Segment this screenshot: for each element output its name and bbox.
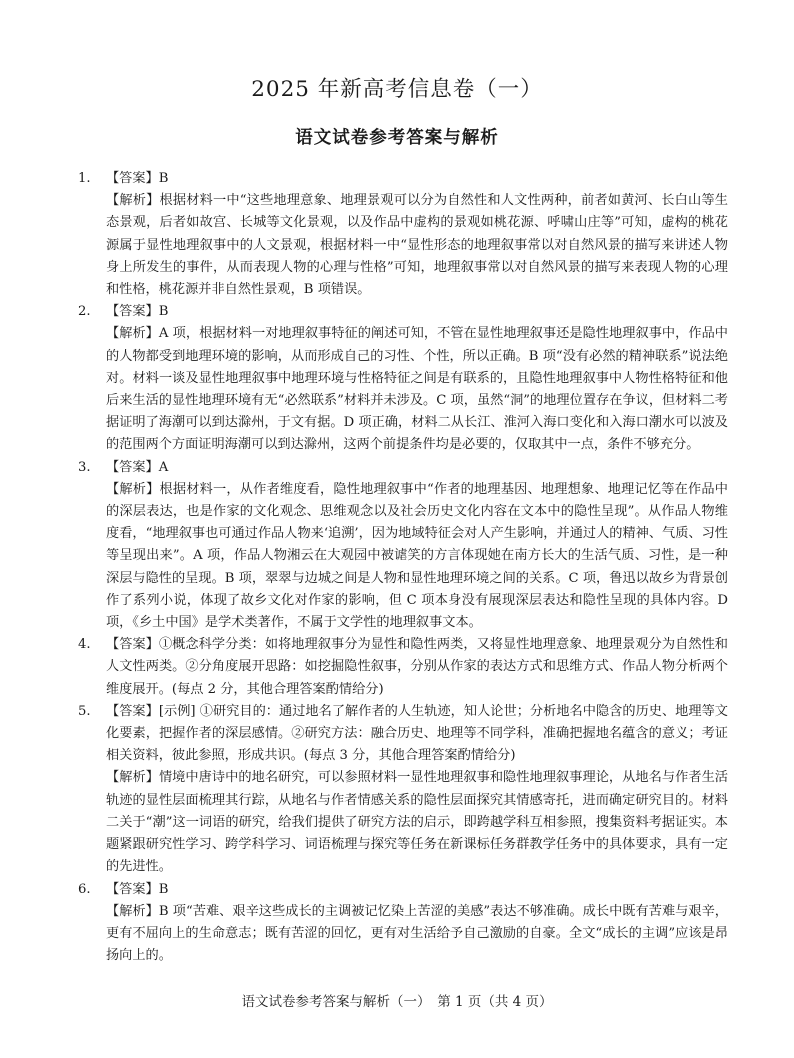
- question-number: 3.: [78, 459, 91, 475]
- question-answer: 【答案】A: [106, 459, 169, 475]
- question-1: [78, 168, 728, 301]
- question-analysis: 【解析】情境中唐诗中的地名研究，可以参照材料一显性地理叙事和隐性地理叙事理论，从地名与作者生活轨迹的显性层面梳理其行踪，从地名与作者情感关系的隐性层面探究其情感寄托，进而确定研究目的。材料二关于“潮”这一词语的研究，给我们提供了研究方法的启示，即跨越学科互相参照，搜集资料考据证实。本题紧跟研究性学习、跨学科学习、词语梳理与探究等任务在新课标任务群教学任务中的具体要求，具有一定的先进性。: [106, 770, 728, 875]
- page-subtitle: 语文试卷参考答案与解析: [295, 128, 499, 148]
- question-number: 4.: [78, 637, 91, 653]
- question-5: [78, 701, 728, 879]
- page-title: 2025 年新高考信息卷（一）: [251, 77, 543, 102]
- question-answer: 【答案】[示例] ①研究目的：通过地名了解作者的人生轨迹，知人论世；分析地名中隐含的历史、地理等文化要素，把握作者的深层感情。②研究方法：融合历史、地理等不同学科，准确把握地名蕴含的意义；考证相关资料，彼此参照，形成共识。(每点 3 分，其他合理答案酌情给分): [106, 703, 728, 764]
- question-answer: 【答案】B: [106, 304, 169, 320]
- question-number: 1.: [78, 171, 91, 186]
- question-2: [78, 301, 728, 456]
- question-analysis: 【解析】根据材料一，从作者维度看，隐性地理叙事中“作者的地理基因、地理想象、地理记忆等在作品中的深层表达，也是作家的文化观念、思维观念以及社会历史文化内容在文本中的隐性呈现”。从作品人物维度看，“地理叙事也可通过作品人物来‘追溯’，因为地域特征会对人产生影响，并通过人的精神、气质、习性等呈现出来”。A 项，作品人物湘云在大观园中被谑笑的方言体现她在南方长大的生活气质、习性，是一种深层与隐性的呈现。B 项，翠翠与边城之间是人物和显性地理环境之间的关系。C 项，鲁迅以故乡为背景创作了系列小说，体现了故乡文化对作家的影响，但 C 项本身没有展现深层表达和隐性呈现的具体内容。D 项，《乡土中国》是学术类著作，不属于文学性的地理叙事文本。: [106, 481, 728, 631]
- question-number: 6.: [78, 881, 91, 897]
- question-3: [78, 457, 728, 635]
- page-footer: 语文试卷参考答案与解析（一） 第 1 页（共 4 页）: [241, 994, 553, 1010]
- question-answer: 【答案】B: [106, 881, 169, 897]
- question-number: 5.: [78, 703, 91, 719]
- question-6: [78, 879, 728, 968]
- question-analysis: 【解析】根据材料一中“这些地理意象、地理景观可以分为自然性和人文性两种，前者如黄河、长白山等生态景观，后者如故宫、长城等文化景观，以及作品中虚构的景观如桃花源、呼啸山庄等”可知，虚构的桃花源属于显性地理叙事中的人文景观，根据材料一中“显性形态的地理叙事常以对自然风景的描写来讲述人物身上所发生的事件，从而表现人物的心理与性格”可知，地理叙事常以对自然风景的描写来表现人物的心理和性格，桃花源并非自然性景观，B 项错误。: [106, 193, 728, 298]
- question-number: 2.: [78, 304, 91, 320]
- question-analysis: 【解析】A 项，根据材料一对地理叙事特征的阐述可知，不管在显性地理叙事还是隐性地理叙事中，作品中的人物都受到地理环境的影响，从而形成自己的习性、个性，所以正确。B 项“没有必然的精神联系”说法绝对。材料一谈及显性地理叙事中地理环境与性格特征之间是有联系的，且隐性地理叙事中人物性格特征和他后来生活的显性地理环境有无“必然联系”材料并未涉及。C 项，虽然“洞”的地理位置存在争议，但材料二考据证明了海潮可以到达滁州，于文有据。D 项正确，材料二从长江、淮河入海口变化和入海口潮水可以波及的范围两个方面证明海潮可以到达滁州，这两个前提条件均是必要的，仅取其中一点，条件不够充分。: [106, 326, 728, 453]
- question-4: [78, 634, 728, 701]
- question-answer: 【答案】B: [106, 171, 169, 186]
- question-answer: 【答案】①概念科学分类：如将地理叙事分为显性和隐性两类，又将显性地理意象、地理景观分为自然性和人文性两类。②分角度展开思路：如挖掘隐性叙事，分别从作家的表达方式和思维方式、作品人物分析两个维度展开。(每点 2 分，其他合理答案酌情给分): [106, 637, 728, 697]
- question-analysis: 【解析】B 项“苦难、艰辛这些成长的主调被记忆染上苦涩的美感”表达不够准确。成长中既有苦难与艰辛，更有不屈向上的生命意志；既有苦涩的回忆，更有对生活给予自己激励的自豪。全文“成长的主调”应该是昂扬向上的。: [106, 903, 728, 964]
- answers-list: [78, 168, 728, 967]
